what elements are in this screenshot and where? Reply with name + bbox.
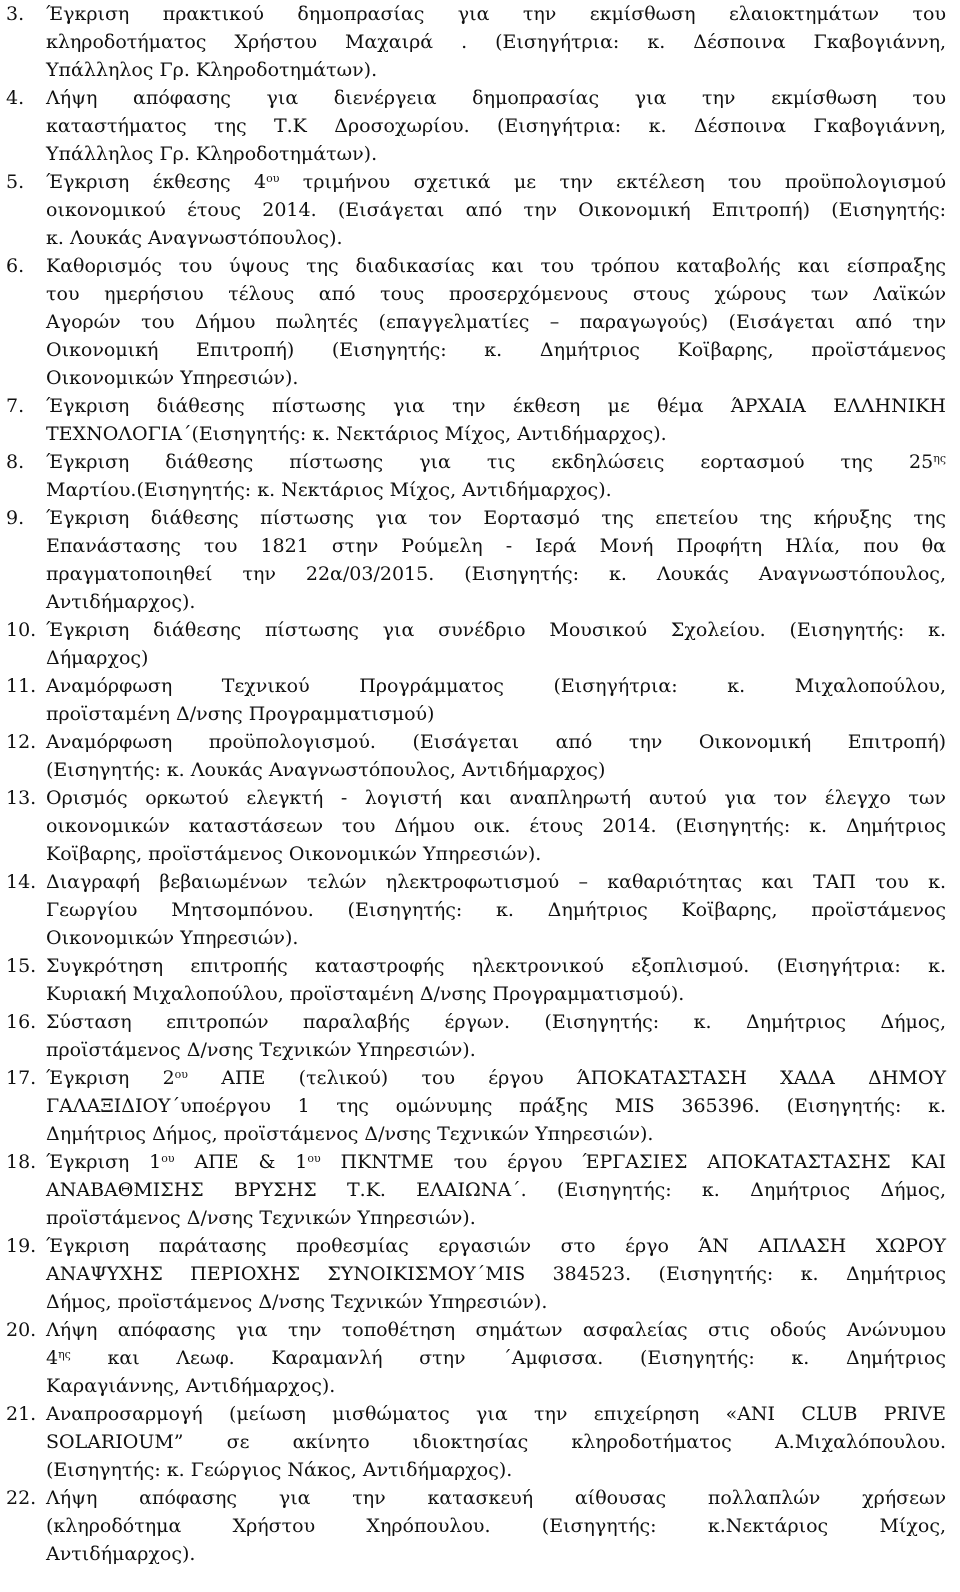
agenda-item-11-line-1 xyxy=(0,672,960,700)
agenda-item-20-line-1 xyxy=(0,1316,960,1344)
item-text: του ημερήσιου τέλους από τους προσερχόμενους στους χώρους των Λαϊκών xyxy=(46,283,946,305)
item-text: κ. Λουκάς Αναγνωστόπουλος). xyxy=(46,227,343,249)
agenda-item-15-line-2 xyxy=(0,980,960,1008)
item-text: Μαρτίου.(Εισηγητής: κ. Νεκτάριος Μίχος, Αντιδήμαρχος). xyxy=(46,479,612,501)
item-text: προϊσταμένη Δ/νσης Προγραμματισμού) xyxy=(46,703,435,725)
agenda-item-8-line-1 xyxy=(0,448,960,476)
item-number: 3. xyxy=(6,3,25,25)
agenda-item-9-line-2 xyxy=(0,532,960,560)
item-text: Κυριακή Μιχαλοπούλου, προϊσταμένη Δ/νσης Προγραμματισμού). xyxy=(46,983,685,1005)
item-number: 10. xyxy=(6,619,37,641)
agenda-item-4-line-1 xyxy=(0,84,960,112)
agenda-item-18-line-3 xyxy=(0,1204,960,1232)
agenda-item-12-line-1 xyxy=(0,728,960,756)
item-text: πραγματοποιηθεί την 22α/03/2015. (Εισηγητής: κ. Λουκάς Αναγνωστόπουλος, xyxy=(46,563,946,585)
item-text: Αναπροσαρμογή (μείωση μισθώματος για την επιχείρηση «ANI CLUB PRIVE xyxy=(46,1403,946,1425)
item-text: Οικονομικών Υπηρεσιών). xyxy=(46,367,299,389)
item-text: SOLARIOUM” σε ακίνητο ιδιοκτησίας κληροδοτήματος Α.Μιχαλόπουλου. xyxy=(46,1431,946,1453)
agenda-item-6-line-3 xyxy=(0,308,960,336)
agenda-item-11-line-2 xyxy=(0,700,960,728)
agenda-item-19-line-3 xyxy=(0,1288,960,1316)
item-number: 16. xyxy=(6,1011,37,1033)
item-text: Υπάλληλος Γρ. Κληροδοτημάτων). xyxy=(46,59,378,81)
agenda-item-10-line-2 xyxy=(0,644,960,672)
item-number: 21. xyxy=(6,1403,37,1425)
item-text: Αναμόρφωση Τεχνικού Προγράμματος (Εισηγήτρια: κ. Μιχαλοπούλου, xyxy=(46,675,946,697)
agenda-item-3-line-2 xyxy=(0,28,960,56)
item-text: ΤΕΧΝΟΛΟΓΙΑ΄(Εισηγητής: κ. Νεκτάριος Μίχος, Αντιδήμαρχος). xyxy=(46,423,667,445)
agenda-item-16-line-2 xyxy=(0,1036,960,1064)
agenda-item-20-line-2 xyxy=(0,1344,960,1372)
item-number: 9. xyxy=(6,507,25,529)
item-text: (Εισηγητής: κ. Γεώργιος Νάκος, Αντιδήμαρχος). xyxy=(46,1459,513,1481)
item-number: 18. xyxy=(6,1151,37,1173)
agenda-item-22-line-3 xyxy=(0,1540,960,1568)
item-text: Αντιδήμαρχος). xyxy=(46,591,196,613)
item-text: Έγκριση διάθεσης πίστωσης για την έκθεση με θέμα ΆΡΧΑΙΑ ΕΛΛΗΝΙΚΗ xyxy=(46,395,946,417)
agenda-item-22-line-2 xyxy=(0,1512,960,1540)
item-text: Έγκριση διάθεσης πίστωσης για τις εκδηλώσεις εορτασμού της $25^{\eta\varsigma}$ xyxy=(46,451,946,473)
item-text: Γεωργίου Μητσομπόνου. (Εισηγητής: κ. Δημήτριος Κοϊβαρης, προϊστάμενος xyxy=(46,899,946,921)
agenda-item-5-line-2 xyxy=(0,196,960,224)
agenda-item-9-line-3 xyxy=(0,560,960,588)
item-text: (Εισηγητής: κ. Λουκάς Αναγνωστόπουλος, Αντιδήμαρχος) xyxy=(46,759,606,781)
agenda-item-13-line-1 xyxy=(0,784,960,812)
item-number: 11. xyxy=(6,675,37,697)
item-number: 6. xyxy=(6,255,25,277)
item-text: κληροδοτήματος Χρήστου Μαχαιρά . (Εισηγήτρια: κ. Δέσποινα Γκαβογιάννη, xyxy=(46,31,946,53)
agenda-item-5-line-3 xyxy=(0,224,960,252)
agenda-item-9-line-1 xyxy=(0,504,960,532)
agenda-item-18-line-1 xyxy=(0,1148,960,1176)
item-number: 22. xyxy=(6,1487,37,1509)
agenda-item-6-line-1 xyxy=(0,252,960,280)
item-number: 8. xyxy=(6,451,25,473)
item-text: Έγκριση διάθεσης πίστωσης για τον Εορτασμό της επετείου της κήρυξης της xyxy=(46,507,946,529)
item-text: Ορισμός ορκωτού ελεγκτή - λογιστή και αναπληρωτή αυτού για τον έλεγχο των xyxy=(46,787,946,809)
item-text: Έγκριση $1^{o\upsilon}$ ΑΠΕ & $1^{o\upsilon}$ ΠΚΝΤΜΕ του έργου ΈΡΓΑΣΙΕΣ ΑΠΟΚΑΤΑΣΤΑΣΗΣ ΚΑΙ xyxy=(46,1151,946,1173)
item-text: ΑΝΑΒΑΘΜΙΣΗΣ ΒΡΥΣΗΣ Τ.Κ. ΕΛΑΙΩΝΑ΄. (Εισηγητής: κ. Δημήτριος Δήμος, xyxy=(46,1179,946,1201)
item-text: Δήμαρχος) xyxy=(46,647,149,669)
item-text: Λήψη απόφασης για την τοποθέτηση σημάτων ασφαλείας στις οδούς Ανώνυμου xyxy=(46,1319,946,1341)
item-text: (κληροδότημα Χρήστου Χηρόπουλου. (Εισηγητής: κ.Νεκτάριος Μίχος, xyxy=(46,1515,946,1537)
agenda-item-19-line-2 xyxy=(0,1260,960,1288)
item-text: οικονομικού έτους 2014. (Εισάγεται από την Οικονομική Επιτροπή) (Εισηγητής: xyxy=(46,199,946,221)
agenda-item-19-line-1 xyxy=(0,1232,960,1260)
agenda-item-14-line-1 xyxy=(0,868,960,896)
item-text: Δήμος, προϊστάμενος Δ/νσης Τεχνικών Υπηρεσιών). xyxy=(46,1291,548,1313)
item-text: Αναμόρφωση προϋπολογισμού. (Εισάγεται από την Οικονομική Επιτροπή) xyxy=(46,731,946,753)
agenda-item-17-line-2 xyxy=(0,1092,960,1120)
item-text: Έγκριση $2^{o\upsilon}$ ΑΠΕ (τελικού) του έργου ΆΠΟΚΑΤΑΣΤΑΣΗ ΧΑΔΑ ΔΗΜΟΥ xyxy=(46,1067,946,1089)
agenda-item-14-line-3 xyxy=(0,924,960,952)
agenda-item-20-line-3 xyxy=(0,1372,960,1400)
item-text: Έγκριση παράτασης προθεσμίας εργασιών στο έργο ΆΝ ΑΠΛΑΣΗ ΧΩΡΟΥ xyxy=(46,1235,946,1257)
agenda-item-6-line-5 xyxy=(0,364,960,392)
agenda-item-21-line-2 xyxy=(0,1428,960,1456)
item-text: καταστήματος της Τ.Κ Δροσοχωρίου. (Εισηγήτρια: κ. Δέσποινα Γκαβογιάννη, xyxy=(46,115,946,137)
agenda-item-12-line-2 xyxy=(0,756,960,784)
item-text: Οικονομική Επιτροπή) (Εισηγητής: κ. Δημήτριος Κοϊβαρης, προϊστάμενος xyxy=(46,339,946,361)
agenda-item-17-line-3 xyxy=(0,1120,960,1148)
item-text: ΑΝΑΨΥΧΗΣ ΠΕΡΙΟΧΗΣ ΣΥΝΟΙΚΙΣΜΟΥ΄MIS 384523. (Εισηγητής: κ. Δημήτριος xyxy=(46,1263,946,1285)
agenda-item-15-line-1 xyxy=(0,952,960,980)
item-number: 5. xyxy=(6,171,25,193)
agenda-item-3-line-3 xyxy=(0,56,960,84)
item-text: Συγκρότηση επιτροπής καταστροφής ηλεκτρονικού εξοπλισμού. (Εισηγήτρια: κ. xyxy=(46,955,946,977)
item-number: 7. xyxy=(6,395,25,417)
item-number: 17. xyxy=(6,1067,37,1089)
item-text: Αγορών του Δήμου πωλητές (επαγγελματίες – παραγωγούς) (Εισάγεται από την xyxy=(46,311,946,333)
item-text: Καραγιάννης, Αντιδήμαρχος). xyxy=(46,1375,336,1397)
item-text: Δημήτριος Δήμος, προϊστάμενος Δ/νσης Τεχνικών Υπηρεσιών). xyxy=(46,1123,654,1145)
agenda-item-21-line-1 xyxy=(0,1400,960,1428)
item-text: προϊστάμενος Δ/νσης Τεχνικών Υπηρεσιών). xyxy=(46,1039,476,1061)
item-text: Οικονομικών Υπηρεσιών). xyxy=(46,927,299,949)
item-number: 15. xyxy=(6,955,37,977)
agenda-item-7-line-2 xyxy=(0,420,960,448)
item-text: Καθορισμός του ύψους της διαδικασίας και του τρόπου καταβολής και είσπραξης xyxy=(46,255,946,277)
agenda-item-6-line-2 xyxy=(0,280,960,308)
item-number: 12. xyxy=(6,731,37,753)
agenda-item-16-line-1 xyxy=(0,1008,960,1036)
item-text: Επανάστασης του 1821 στην Ρούμελη - Ιερά Μονή Προφήτη Ηλία, που θα xyxy=(46,535,946,557)
agenda-item-14-line-2 xyxy=(0,896,960,924)
item-text: προϊστάμενος Δ/νσης Τεχνικών Υπηρεσιών). xyxy=(46,1207,476,1229)
agenda-item-21-line-3 xyxy=(0,1456,960,1484)
item-text: Έγκριση διάθεσης πίστωσης για συνέδριο Μουσικού Σχολείου. (Εισηγητής: κ. xyxy=(46,619,946,641)
item-text: Λήψη απόφασης για την κατασκευή αίθουσας πολλαπλών χρήσεων xyxy=(46,1487,946,1509)
item-number: 20. xyxy=(6,1319,37,1341)
agenda-item-5-line-1 xyxy=(0,168,960,196)
item-text: Κοϊβαρης, προϊστάμενος Οικονομικών Υπηρεσιών). xyxy=(46,843,542,865)
agenda-item-7-line-1 xyxy=(0,392,960,420)
agenda-item-22-line-1 xyxy=(0,1484,960,1512)
item-text: Υπάλληλος Γρ. Κληροδοτημάτων). xyxy=(46,143,378,165)
item-text: Έγκριση πρακτικού δημοπρασίας για την εκμίσθωση ελαιοκτημάτων του xyxy=(46,3,946,25)
agenda-item-10-line-1 xyxy=(0,616,960,644)
agenda-item-13-line-3 xyxy=(0,840,960,868)
item-number: 13. xyxy=(6,787,37,809)
agenda-item-3-line-1 xyxy=(0,0,960,28)
item-text: Έγκριση έκθεσης $4^{o\upsilon}$ τριμήνου σχετικά με την εκτέλεση του προϋπολογισμού xyxy=(46,171,946,193)
item-text: ΓΑΛΑΞΙΔΙΟΥ΄υποέργου 1 της ομώνυμης πράξης MIS 365396. (Εισηγητής: κ. xyxy=(46,1095,946,1117)
agenda-item-18-line-2 xyxy=(0,1176,960,1204)
item-number: 14. xyxy=(6,871,37,893)
item-text: οικονομικών καταστάσεων του Δήμου οικ. έτους 2014. (Εισηγητής: κ. Δημήτριος xyxy=(46,815,946,837)
item-text: Αντιδήμαρχος). xyxy=(46,1543,196,1565)
item-text: Σύσταση επιτροπών παραλαβής έργων. (Εισηγητής: κ. Δημήτριος Δήμος, xyxy=(46,1011,946,1033)
agenda-item-13-line-2 xyxy=(0,812,960,840)
item-text: Διαγραφή βεβαιωμένων τελών ηλεκτροφωτισμού – καθαριότητας και ΤΑΠ του κ. xyxy=(46,871,946,893)
agenda-item-9-line-4 xyxy=(0,588,960,616)
item-text: $4^{\eta\varsigma}$ και Λεωφ. Καραμανλή στην ΄Αμφισσα. (Εισηγητής: κ. Δημήτριος xyxy=(46,1347,946,1369)
agenda-item-4-line-2 xyxy=(0,112,960,140)
agenda-item-4-line-3 xyxy=(0,140,960,168)
agenda-item-6-line-4 xyxy=(0,336,960,364)
item-number: 19. xyxy=(6,1235,37,1257)
item-text: Λήψη απόφασης για διενέργεια δημοπρασίας για την εκμίσθωση του xyxy=(46,87,946,109)
agenda-item-8-line-2 xyxy=(0,476,960,504)
item-number: 4. xyxy=(6,87,25,109)
agenda-item-17-line-1 xyxy=(0,1064,960,1092)
